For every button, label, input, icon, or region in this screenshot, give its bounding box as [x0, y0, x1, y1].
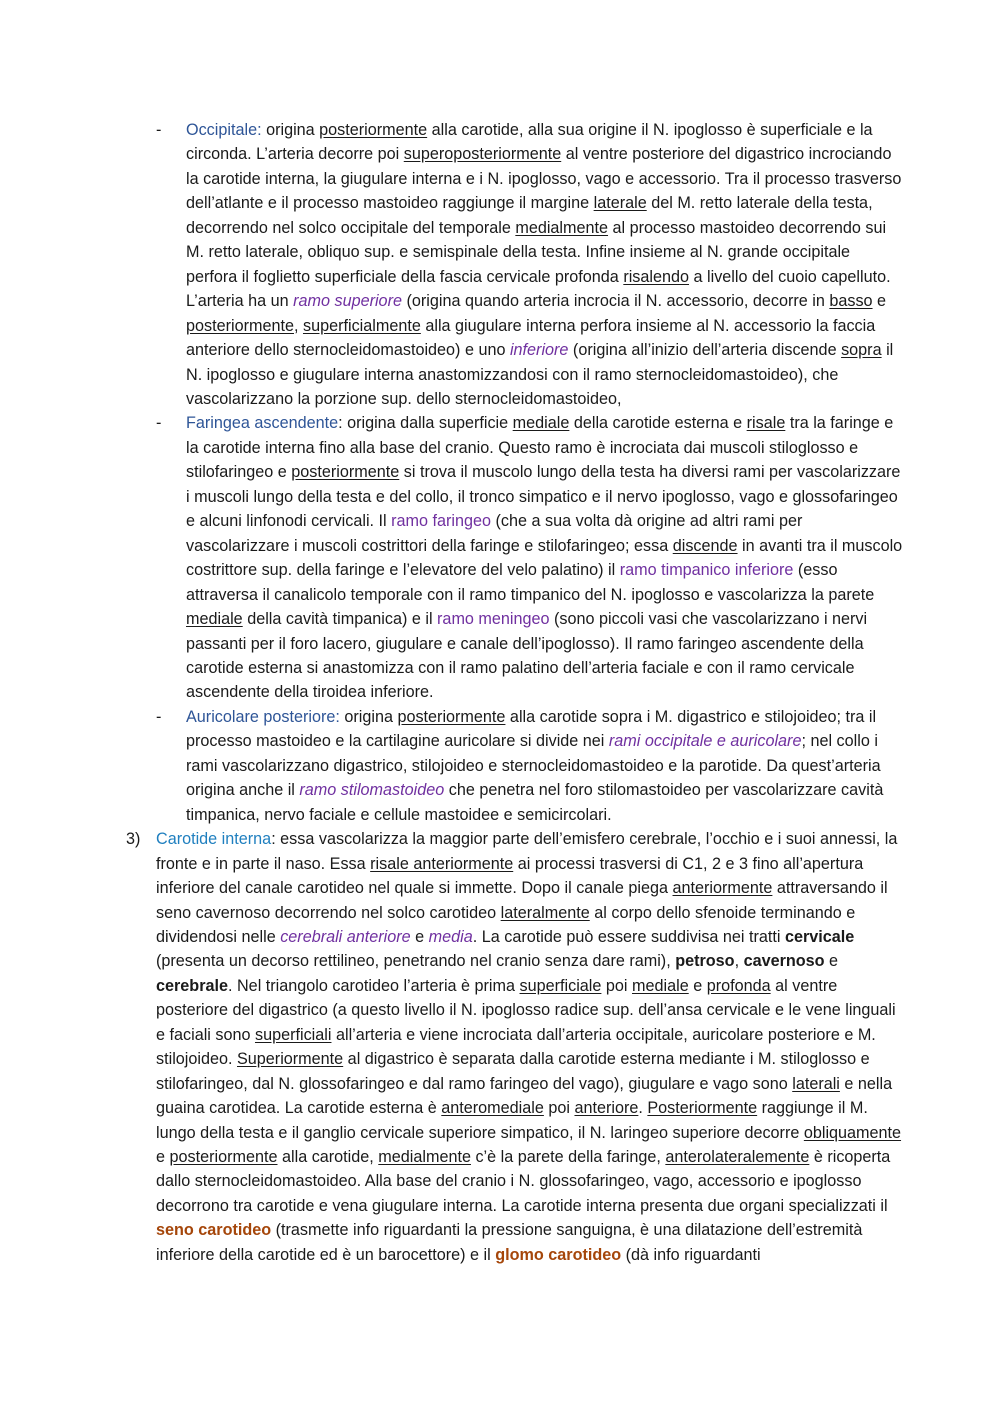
text-run: in avanti tra il muscolo costrittore sup. della faringe e l’elevatore del velo palatino) il: [186, 536, 903, 580]
styled-text-run: superficiale: [519, 976, 602, 995]
text-run: del M. retto laterale della testa, decorrendo nel solco occipitale del temporale: [186, 194, 873, 237]
number-marker: 3): [126, 830, 141, 849]
styled-text-run: anteromediale: [441, 1099, 544, 1118]
text-run: alla carotide sopra i M. digastrico e stilojoideo; tra il processo mastoideo e la cartilagine auricolare si divide nei: [186, 707, 877, 751]
text-run: c’è la parete della faringe,: [470, 1148, 666, 1167]
text-run: (presenta un decorso rettilineo, penetrando nel cranio senza dare rami),: [156, 952, 676, 971]
text-run: al corpo dello sfenoide terminando e dividendosi nelle: [156, 903, 856, 946]
text-run: origina: [261, 121, 320, 139]
text-run: che penetra nel foro stilomastoideo per vascolarizzare cavità timpanica, nervo faciale e cellule mastoidee e semicircolari.: [186, 781, 884, 824]
styled-text-run: glomo carotideo: [495, 1245, 622, 1264]
text-run: (sono piccoli vasi che vascolarizzano i nervi passanti per il foro lacero, giugulare e canale dell’ipoglosso). Il ramo faringeo ascendente della carotide esterna si anastomizza con il ramo palatino dell’arteria faciale e con il ramo cervicale ascendente della tiroidea inferiore.: [186, 610, 868, 702]
list-item-auricolare-posteriore: [0, 705, 904, 827]
text-run: all’arteria e viene incrociata dall’arteria occipitale, auricolare posteriore e M. stilojoideo.: [156, 1025, 876, 1069]
styled-text-run: cavernoso: [743, 952, 825, 971]
text-run: alla giugulare interna perfora insieme al N. accessorio la faccia anteriore dello sternocleidomastoideo) e uno: [186, 316, 876, 360]
bullet-marker: -: [156, 707, 162, 726]
text-run: (trasmette info riguardanti la pressione sanguigna, è una dilatazione dell’estremità inferiore della carotide ed è un barocettore) e il: [156, 1221, 863, 1264]
text-run: : essa vascolarizza la maggior parte dell’emisfero cerebrale, l’occhio e i suoi annessi, la fronte e in parte il naso. Essa: [156, 830, 898, 873]
text-run: e: [824, 952, 839, 971]
styled-text-run: Auricolare posteriore:: [186, 707, 340, 726]
styled-text-run: superoposteriormente: [403, 145, 562, 164]
styled-text-run: ramo faringeo: [391, 512, 492, 531]
text-run: . Nel triangolo carotideo l’arteria è prima: [228, 976, 520, 995]
text-run: origina: [339, 707, 398, 726]
styled-text-run: basso: [829, 292, 873, 311]
styled-text-run: ramo timpanico inferiore: [619, 561, 794, 580]
text-run: e: [156, 1148, 170, 1167]
styled-text-run: sopra: [841, 341, 882, 360]
text-run: raggiunge il M. lungo della testa e il ganglio cervicale superiore simpatico, il N. laringeo superiore decorre: [156, 1099, 868, 1142]
styled-text-run: superficialmente: [302, 316, 421, 335]
styled-text-run: Posteriormente: [647, 1099, 758, 1118]
styled-text-run: seno carotideo: [156, 1221, 272, 1240]
styled-text-run: mediale: [186, 610, 243, 629]
text-run: poi: [543, 1099, 575, 1118]
text-run: a livello del cuoio capelluto. L’arteria ha un: [186, 267, 891, 311]
styled-text-run: mediale: [632, 976, 689, 995]
styled-text-run: laterali: [792, 1074, 840, 1093]
text-run: : origina dalla superficie: [338, 414, 513, 433]
styled-text-run: risalendo: [623, 267, 690, 286]
list-item-occipitale: [0, 118, 904, 411]
text-run: e nella guaina carotidea. La carotide esterna è: [156, 1074, 893, 1118]
text-run: è ricoperta dallo sternocleidomastoideo. Alla base del cranio i N. glossofaringeo, vago, accessorio e ipoglosso decorrono tra carotide e vena giugulare interna. La carotide interna presenta due organi specializzati il: [156, 1148, 891, 1215]
styled-text-run: lateralmente: [500, 903, 590, 922]
text-run: al ventre posteriore del digastrico (a questo livello il N. ipoglosso radice sup. dell’ansa cervicale e le vene linguali e faciali sono: [156, 976, 896, 1044]
styled-text-run: laterale: [593, 194, 647, 213]
styled-text-run: cervicale: [785, 927, 855, 946]
styled-text-run: Superiormente: [237, 1050, 344, 1069]
text-run: (dà info riguardanti: [621, 1245, 761, 1264]
styled-text-run: posteriormente: [397, 707, 506, 726]
text-run: alla carotide,: [277, 1148, 379, 1167]
text-run: (esso attraversa il canalicolo temporale con il ramo timpanico del N. ipoglosso e vascolarizza la parete: [186, 561, 875, 604]
styled-text-run: petroso: [675, 952, 735, 971]
styled-text-run: medialmente: [378, 1148, 471, 1167]
styled-text-run: posteriormente: [169, 1148, 278, 1167]
styled-text-run: ramo superiore: [293, 292, 402, 311]
styled-text-run: discende: [672, 536, 738, 555]
styled-text-run: cerebrale: [156, 976, 228, 995]
bullet-marker: -: [156, 414, 162, 433]
styled-text-run: anterolateralemente: [665, 1148, 810, 1167]
text-run: della cavità timpanica) e il: [242, 610, 438, 629]
text-run: ; nel collo i rami vascolarizzano digastrico, stilojoideo e sternocleidomastoideo e la parotide. Da quest’arteria origina anche il: [186, 732, 881, 800]
paragraph-carotide-interna: [156, 827, 904, 1267]
list-item-faringea-ascendente: [0, 411, 904, 704]
text-run: (origina quando arteria incrocia il N. accessorio, decorre in: [401, 292, 830, 311]
styled-text-run: risale: [746, 414, 786, 433]
text-run: al processo mastoideo decorrendo sui M. retto laterale, obliquo sup. e semispinale della testa. Infine insieme al N. grande occipitale perfora il foglietto superficiale della fascia cervicale profonda: [186, 218, 887, 286]
bullet-marker: -: [156, 121, 162, 139]
document-body: [0, 118, 1000, 1267]
text-run: si trova il muscolo lungo della testa ha diversi rami per vascolarizzare i muscoli lungo della testa e del collo, il tronco simpatico e il nervo ipoglosso, vago e glossofaringeo e alcuni linfonodi cervicali. Il: [186, 463, 901, 531]
text-run: (che a sua volta dà origine ad altri rami per vascolarizzare i muscoli costrittori della faringe e stilofaringeo; essa: [186, 512, 803, 555]
text-run: al digastrico è separata dalla carotide esterna mediante i M. stiloglosso e stilofaringeo, dal N. glossofaringeo e dal ramo faringeo del vago), giugulare e vago sono: [156, 1050, 870, 1093]
text-run: ai processi trasversi di C1, 2 e 3 fino all’apertura inferiore del canale carotideo nel quale si immette. Dopo il canale piega: [156, 854, 864, 898]
text-run: il N. ipoglosso e giugulare interna anastomizzandosi con il ramo sternocleidomastoideo), che vascolarizzano la porzione sup. dello sternocleidomastoideo,: [186, 341, 894, 408]
text-run: . La carotide può essere suddivisa nei tratti: [472, 927, 785, 946]
text-run: attraversando il seno cavernoso decorrendo nel solco carotideo: [156, 879, 888, 922]
styled-text-run: Occipitale:: [186, 121, 262, 139]
styled-text-run: ramo meningeo: [437, 610, 550, 629]
text-run: e: [688, 976, 707, 995]
styled-text-run: Faringea ascendente: [186, 414, 339, 433]
styled-text-run: Carotide interna: [156, 830, 272, 849]
text-run: (origina all’inizio dell’arteria discende: [568, 341, 842, 360]
styled-text-run: posteriormente: [291, 463, 400, 482]
styled-text-run: inferiore: [509, 341, 569, 360]
styled-text-run: anteriore: [574, 1099, 639, 1118]
text-run: alla carotide, alla sua origine il N. ipoglosso è superficiale e la circonda. L’arteria decorre poi: [186, 121, 873, 164]
text-run: tra la faringe e la carotide interna fino alla base del cranio. Questo ramo è incrociata dai muscoli stiloglosso e stilofaringeo e: [186, 414, 894, 482]
styled-text-run: ramo stilomastoideo: [299, 781, 445, 800]
text-run: al ventre posteriore del digastrico incrociando la carotide interna, la giugulare interna e i N. ipoglosso, vago e accessorio. Tra il processo trasverso dell’atlante e il processo mastoideo raggiunge il margine: [186, 145, 902, 213]
text-run: e: [872, 292, 887, 311]
styled-text-run: medialmente: [515, 218, 609, 237]
styled-text-run: anteriormente: [672, 879, 773, 898]
paragraph-faringea-ascendente: [186, 411, 904, 704]
styled-text-run: cerebrali anteriore: [280, 927, 411, 946]
text-run: ,: [293, 316, 303, 335]
styled-text-run: posteriormente: [186, 316, 294, 335]
styled-text-run: obliquamente: [803, 1123, 902, 1142]
text-run: .: [638, 1099, 648, 1118]
text-run: della carotide esterna e: [569, 414, 747, 433]
styled-text-run: profonda: [706, 976, 771, 995]
text-run: e: [410, 927, 429, 946]
list-item-carotide-interna: [0, 827, 904, 1267]
paragraph-occipitale: [186, 118, 904, 411]
styled-text-run: superficiali: [254, 1025, 332, 1044]
styled-text-run: posteriormente: [319, 121, 428, 139]
styled-text-run: mediale: [512, 414, 570, 433]
styled-text-run: risale anteriormente: [370, 854, 514, 873]
text-run: ,: [734, 952, 744, 971]
text-run: poi: [601, 976, 633, 995]
styled-text-run: media: [428, 927, 473, 946]
paragraph-auricolare-posteriore: [186, 705, 904, 827]
styled-text-run: rami occipitale e auricolare: [608, 732, 802, 751]
